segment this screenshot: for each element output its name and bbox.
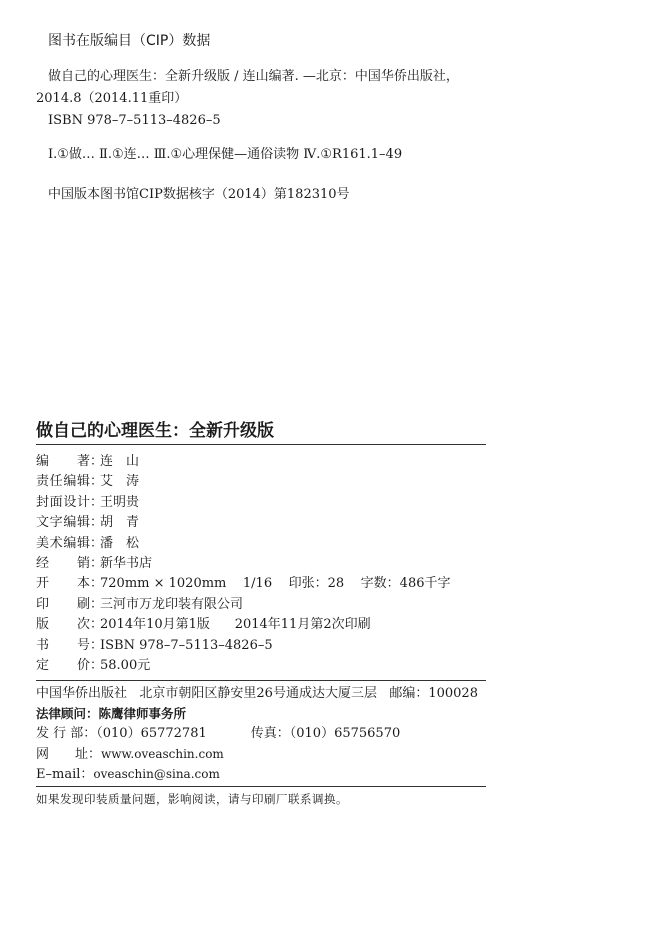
info-row-author: 编 著 ： 连 山 [36,452,451,472]
info-label: 印 刷 [36,596,90,612]
website [36,744,478,764]
info-value: 720mm × 1020mm 1/16 印张：28 字数：486千字 [100,576,451,592]
cip-isbn: ISBN 978–7–5113–4826–5 [48,113,221,128]
info-label: 定 价 [36,657,90,673]
info-value: 2014年10月第1版 2014年11月第2次印刷 [100,617,371,633]
cip-bibliographic-line-2: 2014.8（2014.11重印） [36,91,188,106]
info-row-art-editor: 美 术 编 辑 ： 潘 松 [36,534,451,554]
info-row-cover-design: 封 面 设 计 ： 王明贵 [36,493,451,513]
info-label: 书 号 [36,637,90,653]
phone-number: （010）65772781 [96,726,207,741]
cip-heading: 图书在版编目（CIP）数据 [48,33,211,49]
publisher-block [36,684,478,784]
info-value: 艾 涛 [100,474,140,490]
info-label: 经 销 [36,555,90,571]
cip-bibliographic-line-1: 做自己的心理医生：全新升级版 / 连山编著. —北京：中国华侨出版社， [48,69,459,84]
info-label: 责 任 编 辑 [36,474,90,490]
info-value: 58.00元 [100,657,151,673]
fax-label: 传真： [250,726,290,741]
info-label: 开 本 [36,576,90,592]
publisher-address: 中国华侨出版社 北京市朝阳区静安里26号通成达大厦三层 邮编：100028 [36,686,478,701]
fax-number: （010）65756570 [289,726,401,741]
divider-top [36,444,486,445]
divider-bottom [36,786,486,787]
contact-phone-fax [36,724,478,744]
quality-notice: 如果发现印装质量问题，影响阅读，请与印刷厂联系调换。 [36,792,348,806]
email [36,764,478,784]
cip-verification-number: 中国版本图书馆CIP数据核字（2014）第182310号 [48,187,350,202]
info-value: 新华书店 [100,555,153,571]
book-title: 做自己的心理医生：全新升级版 [36,421,274,441]
info-value: 胡 青 [100,515,140,531]
info-label: 封 面 设 计 [36,494,90,510]
divider-middle [36,680,486,681]
info-value: 三河市万龙印装有限公司 [100,596,244,612]
web-label: 网 址： [36,747,102,762]
info-label: 版 次 [36,617,90,633]
info-row-edition: 版 次 ： 2014年10月第1版 2014年11月第2次印刷 [36,615,451,635]
info-row-text-editor: 文 字 编 辑 ： 胡 青 [36,513,451,533]
info-value: 连 山 [100,454,140,469]
info-label: 美 术 编 辑 [36,535,90,551]
info-row-printer: 印 刷 ： 三河市万龙印装有限公司 [36,595,451,615]
info-row-distributor: 经 销 ： 新华书店 [36,554,451,574]
info-row-price: 定 价 ： 58.00元 [36,656,451,676]
web-url[interactable]: www.oveaschin.com [101,747,224,761]
info-row-editor: 责 任 编 辑 ： 艾 涛 [36,472,451,492]
info-value: 潘 松 [100,535,140,551]
info-value: ISBN 978–7–5113–4826–5 [100,637,273,653]
phone-label: 发 行 部： [36,726,97,741]
info-row-format: 开 本 ： 720mm × 1020mm 1/16 印张：28 字数：486千字 [36,574,451,594]
email-label: E–mail： [36,767,94,782]
legal-counsel: 法律顾问：陈鹰律师事务所 [36,706,187,721]
cip-classification: Ⅰ.①做… Ⅱ.①连… Ⅲ.①心理保健—通俗读物 Ⅳ.①R161.1–49 [48,147,403,162]
info-row-isbn: 书 号 ： ISBN 978–7–5113–4826–5 [36,636,451,656]
book-info-table [36,452,451,676]
info-label: 编 著 [36,454,90,469]
info-value: 王明贵 [100,494,140,510]
info-label: 文 字 编 辑 [36,515,90,531]
email-address[interactable]: oveaschin@sina.com [93,767,220,781]
